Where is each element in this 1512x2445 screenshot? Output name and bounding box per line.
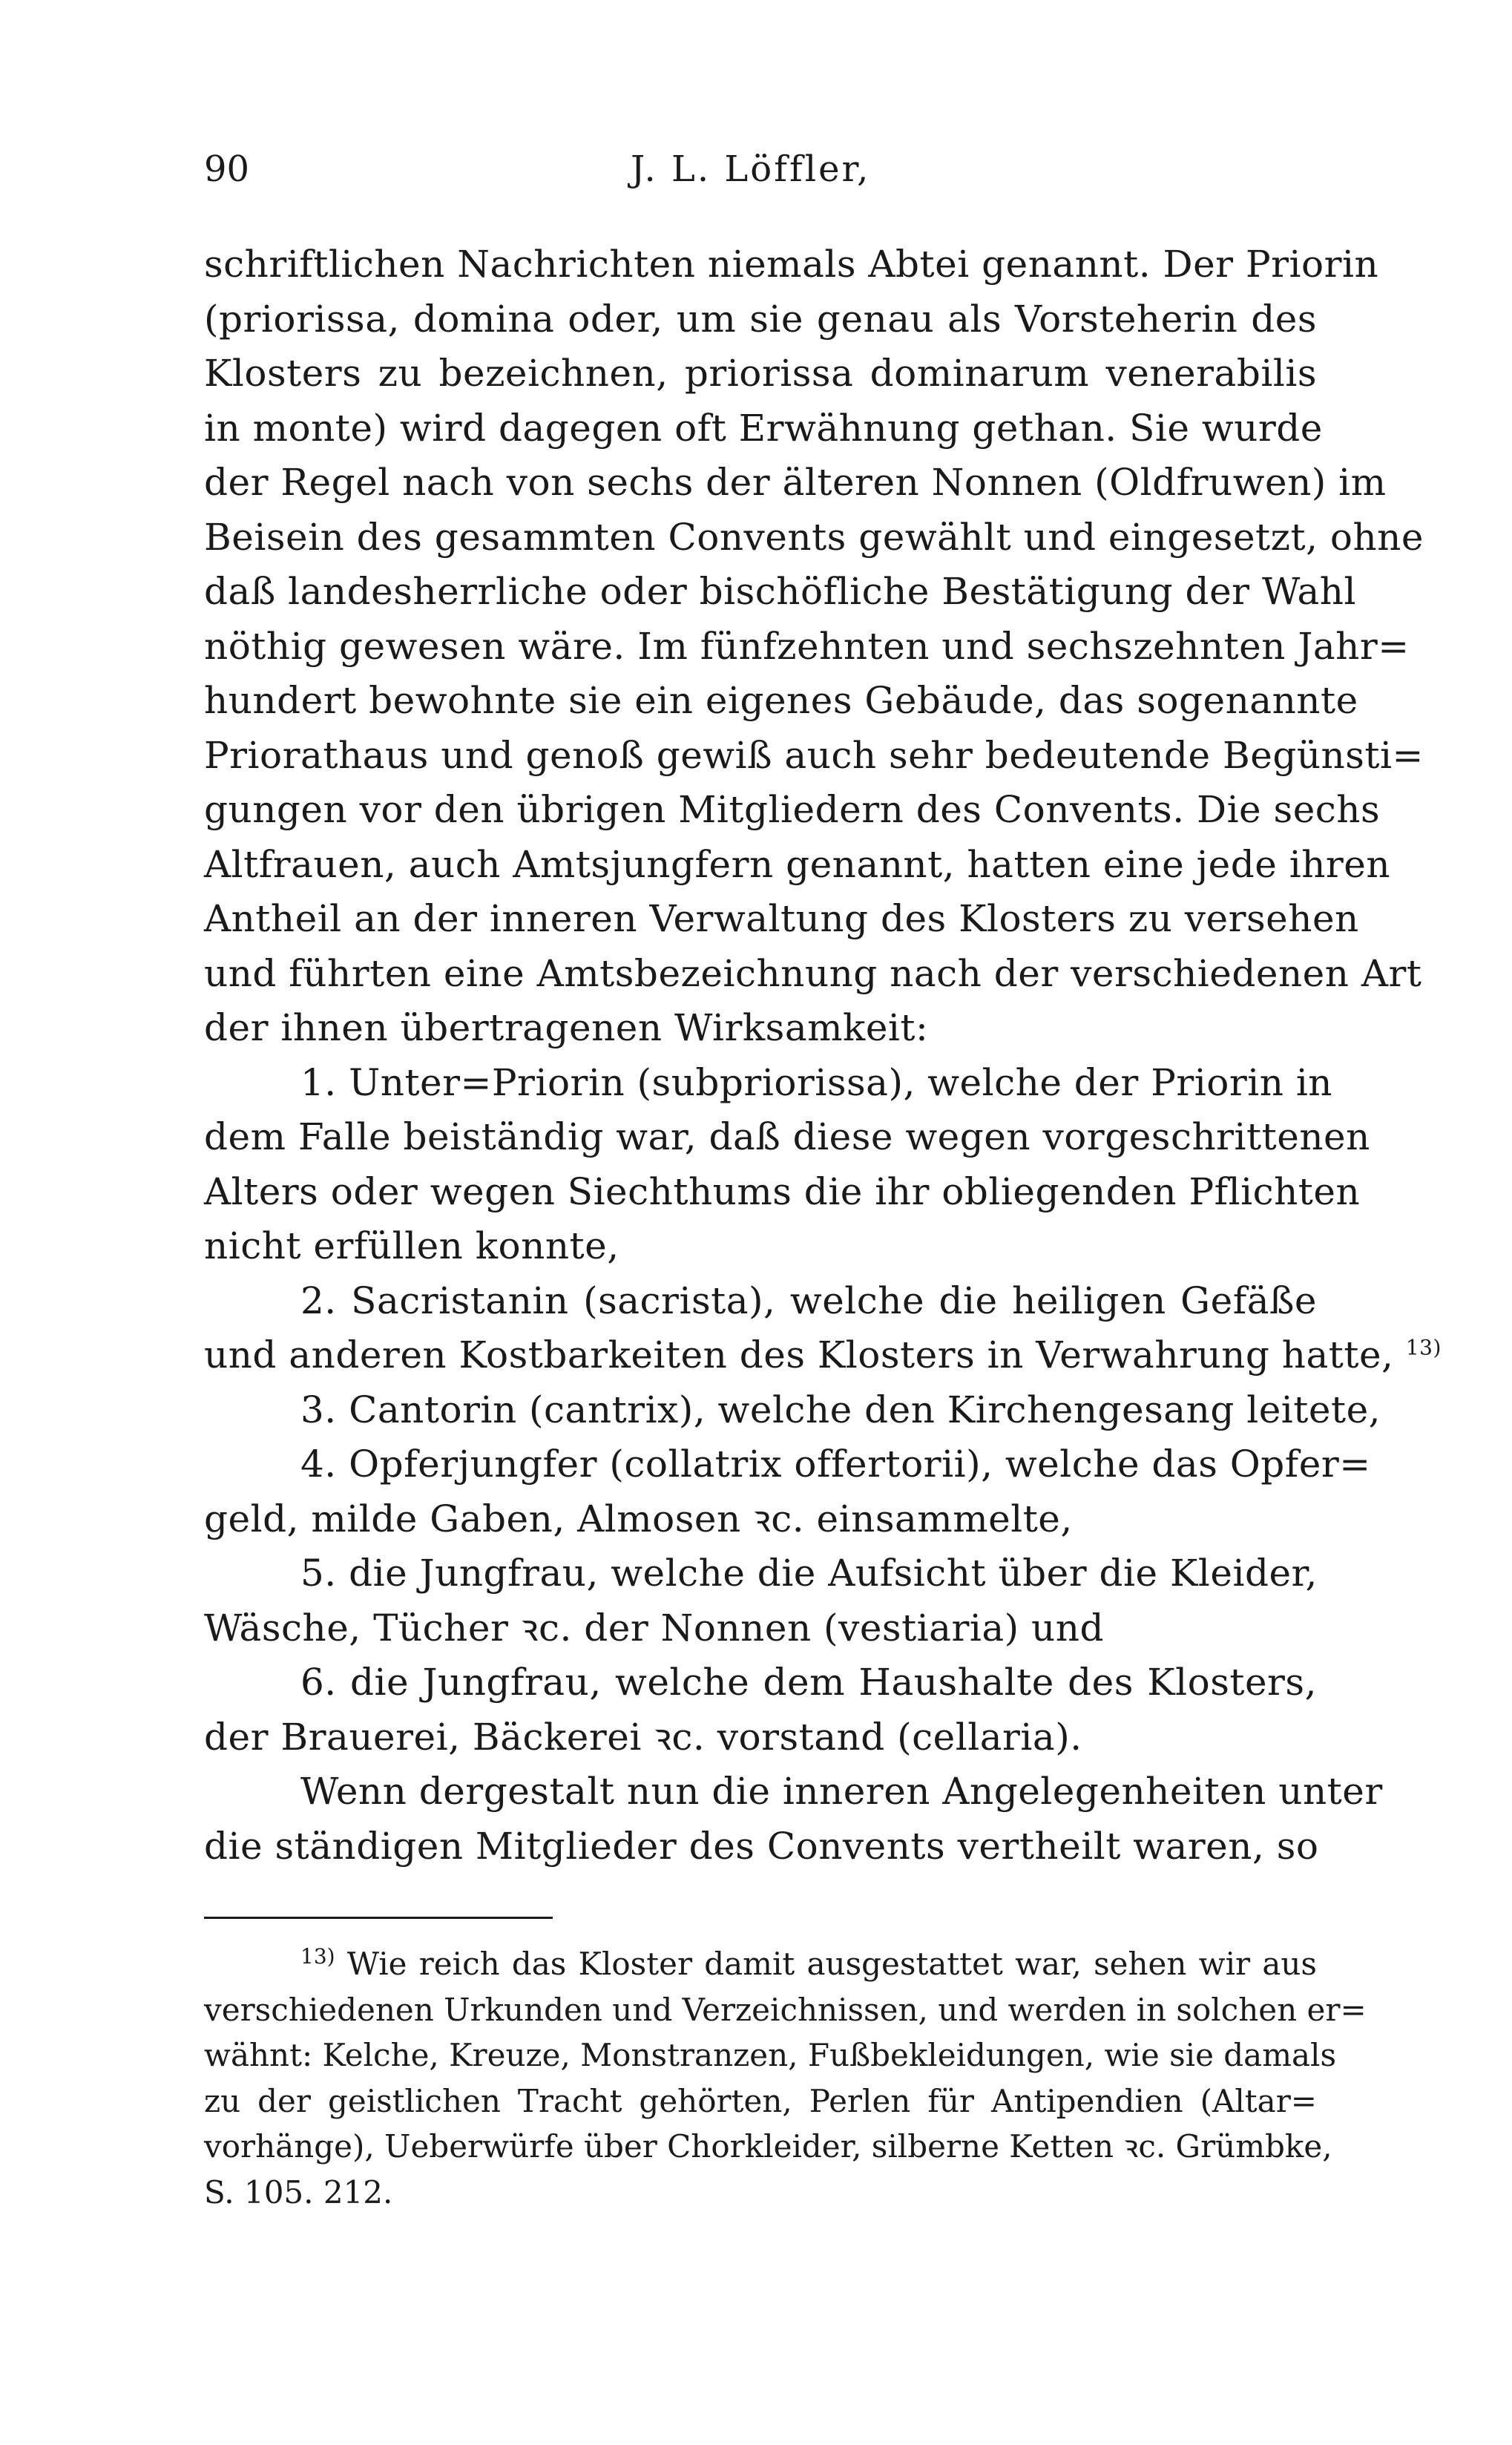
paragraph-2 xyxy=(204,1765,1383,1874)
text-line-content: Wie reich das Kloster damit ausgestattet war, sehen wir aus xyxy=(346,1946,1317,1982)
text-line: Altfrauen, auch Amtsjungfern genannt, hatten eine jede ihren xyxy=(204,842,1391,886)
text-line: nicht erfüllen konnte, xyxy=(204,1224,619,1267)
text-line: der Regel nach von sechs der älteren Nonnen (Oldfruwen) im xyxy=(204,461,1387,504)
text-line: Wäsche, Tücher ꝛc. der Nonnen (vestiaria) und xyxy=(204,1606,1104,1650)
text-line: Wenn dergestalt nun die inneren Angelegenheiten unter xyxy=(300,1770,1383,1813)
book-page xyxy=(204,148,1442,2215)
text-line: 6. die Jungfrau, welche dem Haushalte des Klosters, xyxy=(300,1661,1317,1704)
list-item-1 xyxy=(204,1056,1370,1274)
footnote-marker: 13) xyxy=(300,1944,335,1969)
list-item-4 xyxy=(204,1437,1371,1546)
page-number: 90 xyxy=(204,148,250,190)
running-head: J. L. Löffler, xyxy=(631,148,871,190)
text-line: wähnt: Kelche, Kreuze, Monstranzen, Fußbekleidungen, wie sie damals xyxy=(204,2037,1337,2073)
text-line: hundert bewohnte sie ein eigenes Gebäude, das sogenannte xyxy=(204,679,1358,722)
list-item-2 xyxy=(204,1274,1442,1383)
text-line: (priorissa, domina oder, um sie genau als Vorsteherin des xyxy=(204,297,1317,341)
footnote-divider xyxy=(204,1917,553,1919)
text-line: zu der geistlichen Tracht gehörten, Perlen für Antipendien (Altar= xyxy=(204,2082,1317,2119)
text-line: Priorathaus und genoß gewiß auch sehr bedeutende Begünsti= xyxy=(204,733,1424,777)
text-line: Klosters zu bezeichnen, priorissa dominarum venerabilis xyxy=(204,352,1317,395)
text-line: der ihnen übertragenen Wirksamkeit: xyxy=(204,1006,929,1049)
text-line: Beisein des gesammten Convents gewählt und eingesetzt, ohne xyxy=(204,515,1424,559)
text-line: Antheil an der inneren Verwaltung des Klosters zu versehen xyxy=(204,897,1359,940)
text-line: nöthig gewesen wäre. Im fünfzehnten und sechszehnten Jahr= xyxy=(204,624,1410,668)
footnote-13 xyxy=(204,1941,1367,2215)
text-line: 4. Opferjungfer (collatrix offertorii), welche das Opfer= xyxy=(300,1443,1371,1486)
list-item-5 xyxy=(204,1546,1317,1655)
text-line: daß landesherrliche oder bischöfliche Bestätigung der Wahl xyxy=(204,570,1356,613)
body-text xyxy=(204,237,1442,1874)
text-line: der Brauerei, Bäckerei ꝛc. vorstand (cellaria). xyxy=(204,1715,1082,1759)
list-item-6 xyxy=(204,1655,1317,1765)
text-line-content: und anderen Kostbarkeiten des Klosters in Verwahrung hatte, xyxy=(204,1333,1394,1376)
text-line: Alters oder wegen Siechthums die ihr obliegenden Pflichten xyxy=(204,1169,1361,1213)
text-line: vorhänge), Ueberwürfe über Chorkleider, silberne Ketten ꝛc. Grümbke, xyxy=(204,2128,1332,2165)
text-line: die ständigen Mitglieder des Convents vertheilt waren, so xyxy=(204,1824,1319,1868)
text-line: dem Falle beiständig war, daß diese wegen vorgeschrittenen xyxy=(204,1115,1370,1158)
text-line: und führten eine Amtsbezeichnung nach der verschiedenen Art xyxy=(204,951,1422,995)
paragraph-1 xyxy=(204,237,1424,1056)
text-line: verschiedenen Urkunden und Verzeichnissen, und werden in solchen er= xyxy=(204,1991,1367,2028)
page-header xyxy=(204,148,1317,208)
text-line: gungen vor den übrigen Mitgliedern des Convents. Die sechs xyxy=(204,788,1381,831)
text-line: 5. die Jungfrau, welche die Aufsicht über die Kleider, xyxy=(300,1552,1318,1595)
text-line: S. 105. 212. xyxy=(204,2173,393,2211)
text-line: 2. Sacristanin (sacrista), welche die heiligen Gefäße xyxy=(300,1279,1317,1322)
text-line xyxy=(204,1941,1317,1987)
footnote-reference: 13) xyxy=(1405,1335,1442,1360)
text-line: geld, milde Gaben, Almosen ꝛc. einsammelte, xyxy=(204,1497,1073,1540)
text-line: in monte) wird dagegen oft Erwähnung gethan. Sie wurde xyxy=(204,406,1323,450)
text-line: schriftlichen Nachrichten niemals Abtei genannt. Der Priorin xyxy=(204,243,1379,286)
text-line: 3. Cantorin (cantrix), welche den Kirchengesang leitete, xyxy=(300,1388,1381,1431)
text-line xyxy=(204,1328,1442,1383)
list-item-3 xyxy=(204,1383,1381,1438)
text-line: 1. Unter=Priorin (subpriorissa), welche der Priorin in xyxy=(300,1060,1333,1104)
